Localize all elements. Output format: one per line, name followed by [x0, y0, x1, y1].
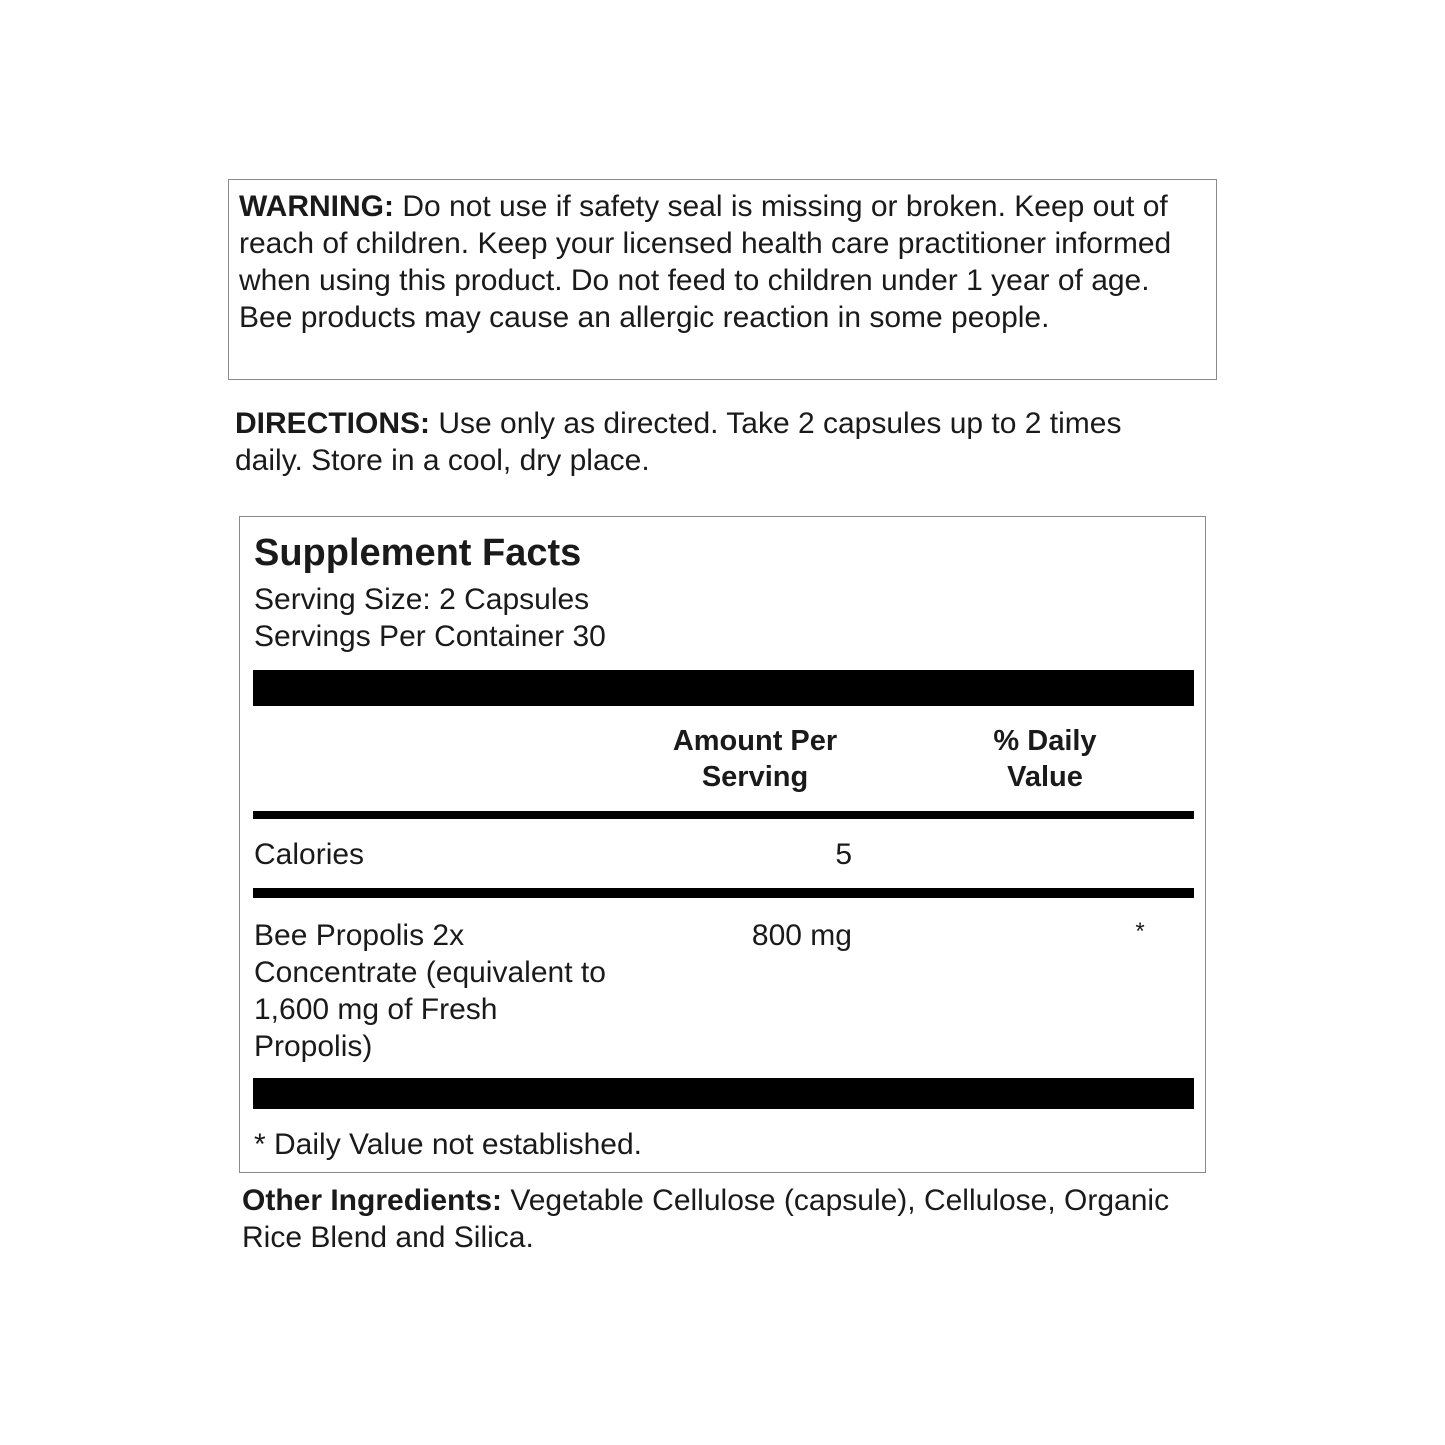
other-ingredients-label: Other Ingredients:: [242, 1184, 503, 1217]
directions-section: [235, 405, 1195, 479]
header-dv-line1: % Daily: [993, 725, 1097, 757]
header-amount-per-serving: [635, 723, 875, 795]
warning-box: [228, 179, 1217, 380]
header-daily-value: [945, 723, 1145, 795]
header-amount-line2: Serving: [701, 761, 809, 793]
header-amount-line1: Amount Per: [672, 725, 838, 757]
row-calories-amount: 5: [835, 838, 852, 871]
bottom-thick-divider: [253, 1078, 1194, 1109]
supplement-facts-panel: [239, 516, 1206, 1173]
footnote: * Daily Value not established.: [254, 1128, 643, 1161]
row-bee-propolis-name: Bee Propolis 2x Concentrate (equivalent to 1,600 mg of Fresh Propolis): [254, 919, 606, 1063]
row-calories-name: Calories: [254, 838, 365, 871]
warning-label: WARNING:: [239, 190, 394, 223]
top-thick-divider: [253, 670, 1194, 706]
header-divider: [253, 811, 1194, 819]
supplement-facts-title: Supplement Facts: [254, 532, 582, 574]
directions-label: DIRECTIONS:: [235, 407, 430, 440]
other-ingredients: [242, 1182, 1182, 1256]
calories-divider: [253, 888, 1194, 898]
row-bee-propolis-amount: 800 mg: [751, 919, 852, 952]
directions-text: Use only as directed. Take 2 capsules up to 2 times daily. Store in a cool, dry place.: [235, 407, 1122, 477]
serving-size: Serving Size: 2 Capsules: [254, 583, 590, 616]
servings-per-container: Servings Per Container 30: [254, 620, 606, 653]
row-bee-propolis-dv: *: [1135, 918, 1145, 945]
header-dv-line2: Value: [1007, 761, 1083, 793]
other-ingredients-text: Vegetable Cellulose (capsule), Cellulose, Organic Rice Blend and Silica.: [242, 1184, 1170, 1254]
warning-text: Do not use if safety seal is missing or broken. Keep out of reach of children. Keep your licensed health care practitioner informed when using this product. Do not feed to children under 1 year of age. Bee products may cause an allergic reaction in some people.: [239, 190, 1172, 334]
